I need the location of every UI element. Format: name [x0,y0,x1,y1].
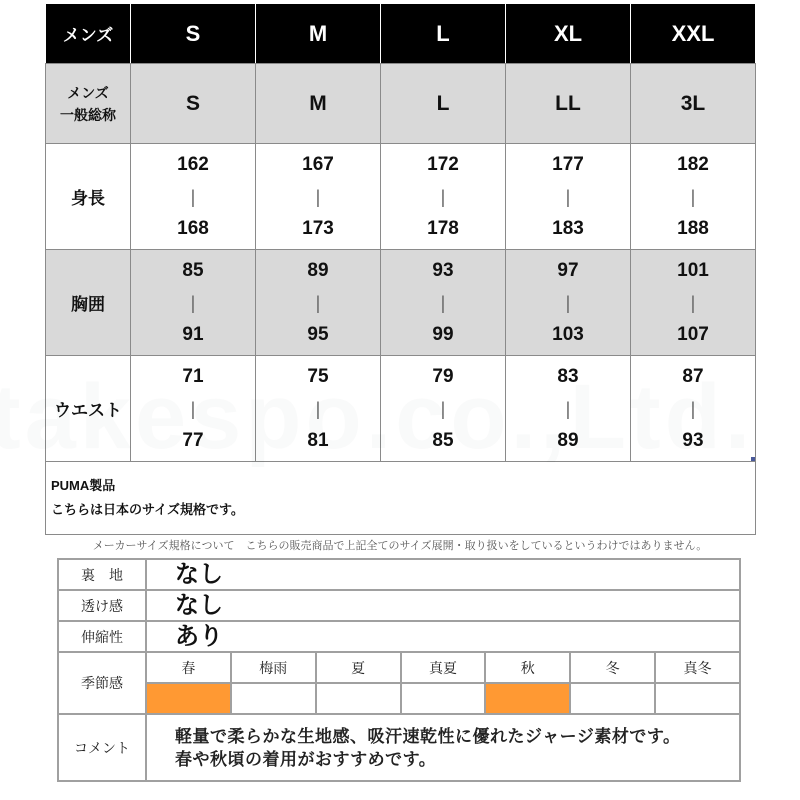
sheerness-label: 透け感 [58,590,146,621]
row-label: 胸囲 [46,250,131,356]
season-names-row [58,652,740,683]
range-cell: 101 | 107 [631,250,756,356]
stretch-label: 伸縮性 [58,621,146,652]
lining-value: なし [146,559,740,590]
comment-label: コメント [58,714,146,781]
cell-resize-handle [751,457,755,461]
season-mark-spring [146,683,231,714]
range-cell: 87 | 93 [631,356,756,462]
season-mark-rainy [231,683,316,714]
season-midsummer: 真夏 [401,652,486,683]
range-cell: 167 | 173 [256,144,381,250]
general-name-cell: LL [506,64,631,144]
row-label: 身長 [46,144,131,250]
size-xl: XL [506,4,631,64]
season-mark-winter [570,683,655,714]
season-marks-row [58,683,740,714]
season-winter: 冬 [570,652,655,683]
general-name-cell: L [381,64,506,144]
general-name-cell: S [131,64,256,144]
height-row [46,144,756,250]
comment-row [58,714,740,781]
season-rainy: 梅雨 [231,652,316,683]
row-label: ウエスト [46,356,131,462]
waist-row [46,356,756,462]
size-l: L [381,4,506,64]
season-mark-summer [316,683,401,714]
lining-row [58,559,740,590]
range-cell: 85 | 91 [131,250,256,356]
size-m: M [256,4,381,64]
season-summer: 夏 [316,652,401,683]
lining-label: 裏 地 [58,559,146,590]
general-name-row [46,64,756,144]
comment-text: 軽量で柔らかな生地感、吸汗速乾性に優れたジャージ素材です。 春や秋頃の着用がおすすめです。 [146,714,740,781]
season-midwinter: 真冬 [655,652,740,683]
range-cell: 162 | 168 [131,144,256,250]
general-name-cell: 3L [631,64,756,144]
product-properties-table [57,558,741,782]
season-mark-midwinter [655,683,740,714]
size-disclaimer: メーカーサイズ規格について こちらの販売商品で上記全てのサイズ展開・取り扱いをしているというわけではありません。 [92,540,708,552]
notes-cell [46,462,756,535]
range-cell: 172 | 178 [381,144,506,250]
stretch-row [58,621,740,652]
sheerness-value: なし [146,590,740,621]
size-s: S [131,4,256,64]
general-name-cell: M [256,64,381,144]
stretch-value: あり [146,621,740,652]
range-cell: 83 | 89 [506,356,631,462]
range-cell: 79 | 85 [381,356,506,462]
season-spring: 春 [146,652,231,683]
range-cell: 177 | 183 [506,144,631,250]
range-cell: 182 | 188 [631,144,756,250]
range-cell: 71 | 77 [131,356,256,462]
general-name-label: メンズ 一般総称 [46,64,131,144]
header-label: メンズ [46,4,131,64]
standard-note: こちらは日本のサイズ規格です。 [51,502,244,517]
range-cell: 75 | 81 [256,356,381,462]
sheerness-row [58,590,740,621]
range-cell: 97 | 103 [506,250,631,356]
brand-note: PUMA製品 [51,478,116,493]
season-label: 季節感 [58,652,146,714]
size-chart-table [45,3,756,535]
range-cell: 93 | 99 [381,250,506,356]
season-mark-autumn [485,683,570,714]
chest-row [46,250,756,356]
season-mark-midsummer [401,683,486,714]
size-header-row [46,4,756,64]
notes-row [46,462,756,535]
size-xxl: XXL [631,4,756,64]
range-cell: 89 | 95 [256,250,381,356]
season-autumn: 秋 [485,652,570,683]
